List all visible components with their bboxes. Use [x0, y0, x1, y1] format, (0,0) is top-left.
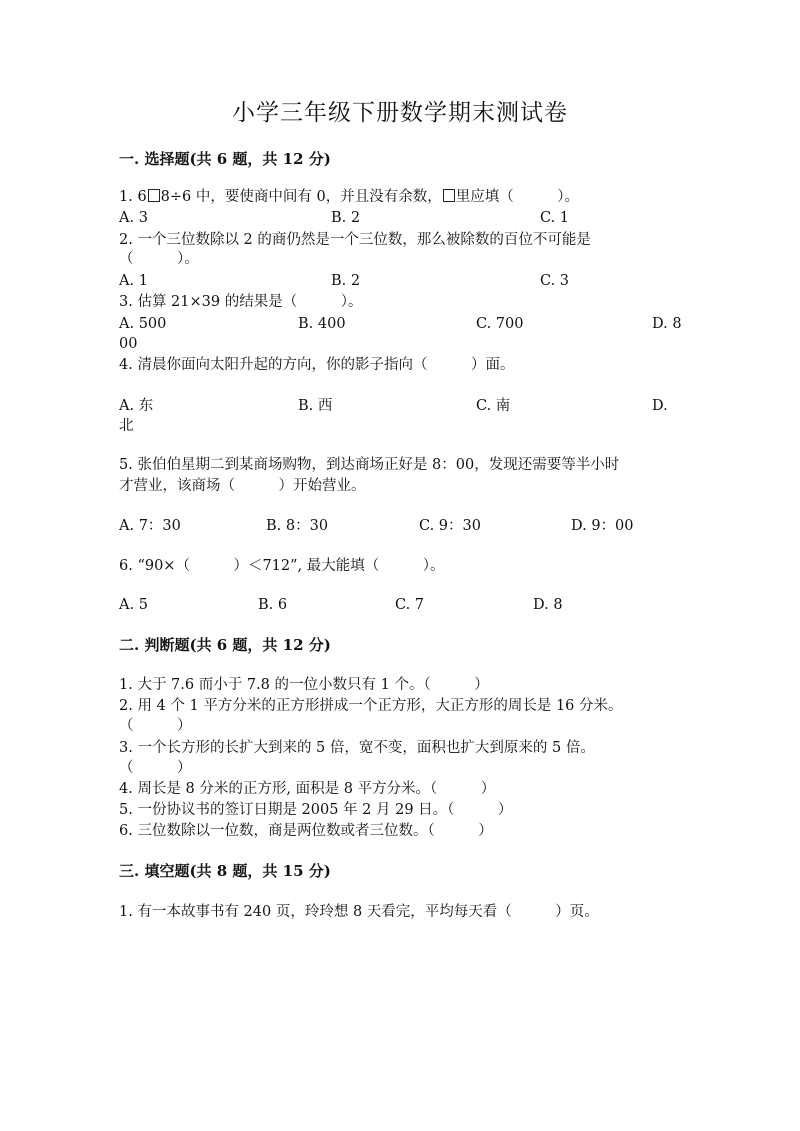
q6-option-b[interactable]: B. 6 [258, 597, 288, 613]
choice-question-5-line1: 5. 张伯伯星期二到某商场购物，到达商场正好是 8：00，发现还需要等半小时 [119, 457, 620, 473]
q1-middle: 8÷6 中，要使商中间有 0，并且没有余数， [160, 189, 442, 205]
section-heading-judge: 二. 判断题(共 6 题，共 12 分) [119, 636, 331, 654]
q5-option-b[interactable]: B. 8：30 [266, 518, 329, 534]
q3-option-b[interactable]: B. 400 [298, 316, 346, 332]
q1-option-c[interactable]: C. 1 [540, 210, 570, 226]
judge-question-3-line2: （ ） [119, 760, 192, 776]
q4-option-d[interactable]: D. [652, 398, 668, 414]
judge-question-2-line2: （ ） [119, 718, 192, 734]
judge-question-3-line1: 3. 一个长方形的长扩大到来的 5 倍，宽不变，面积也扩大到原来的 5 倍。 [119, 740, 595, 756]
judge-question-5: 5. 一份协议书的签订日期是 2005 年 2 月 29 日。（ ） [119, 802, 513, 818]
choice-question-1 [119, 186, 579, 208]
q3-option-d[interactable]: D. 8 [652, 316, 682, 332]
q3-option-d-wrap: 00 [119, 336, 138, 352]
section-heading-choice: 一. 选择题(共 6 题，共 12 分) [119, 150, 331, 168]
q4-option-d-wrap: 北 [119, 418, 134, 434]
q6-option-a[interactable]: A. 5 [119, 597, 148, 613]
q6-option-c[interactable]: C. 7 [395, 597, 425, 613]
section-heading-fill: 三. 填空题(共 8 题，共 15 分) [119, 862, 331, 880]
q5-option-d[interactable]: D. 9：00 [571, 518, 634, 534]
choice-question-2-line2: （ ）。 [119, 251, 199, 267]
q4-option-b[interactable]: B. 西 [298, 398, 333, 414]
choice-question-3: 3. 估算 21×39 的结果是（ ）。 [119, 294, 363, 310]
q1-prefix: 1. 6 [119, 189, 147, 205]
q6-option-d[interactable]: D. 8 [533, 597, 563, 613]
q1-suffix: 里应填（ ）。 [455, 189, 579, 205]
choice-question-5-line2: 才营业，该商场（ ）开始营业。 [119, 478, 366, 494]
q5-option-a[interactable]: A. 7：30 [119, 518, 181, 534]
blank-box-icon [443, 189, 455, 202]
q1-option-a[interactable]: A. 3 [119, 210, 148, 226]
judge-question-1: 1. 大于 7.6 而小于 7.8 的一位小数只有 1 个。（ ） [119, 677, 489, 693]
q2-option-b[interactable]: B. 2 [331, 273, 361, 289]
q3-option-c[interactable]: C. 700 [476, 316, 524, 332]
choice-question-6: 6. “90×（ ）＜712”, 最大能填（ ）。 [119, 558, 445, 574]
q4-option-a[interactable]: A. 东 [119, 398, 154, 414]
choice-question-2-line1: 2. 一个三位数除以 2 的商仍然是一个三位数，那么被除数的百位不可能是 [119, 232, 591, 248]
q2-option-a[interactable]: A. 1 [119, 273, 148, 289]
judge-question-6: 6. 三位数除以一位数，商是两位数或者三位数。（ ） [119, 823, 493, 839]
blank-box-icon [148, 189, 160, 202]
q4-option-c[interactable]: C. 南 [476, 398, 511, 414]
q3-option-a[interactable]: A. 500 [119, 316, 167, 332]
page-title: 小学三年级下册数学期末测试卷 [232, 100, 568, 126]
judge-question-4: 4. 周长是 8 分米的正方形, 面积是 8 平方分米。（ ） [119, 781, 496, 797]
fill-question-1: 1. 有一本故事书有 240 页，玲玲想 8 天看完，平均每天看（ ）页。 [119, 904, 599, 920]
q2-option-c[interactable]: C. 3 [540, 273, 570, 289]
q5-option-c[interactable]: C. 9：30 [419, 518, 481, 534]
choice-question-4: 4. 清晨你面向太阳升起的方向，你的影子指向（ ）面。 [119, 357, 515, 373]
judge-question-2-line1: 2. 用 4 个 1 平方分米的正方形拼成一个正方形，大正方形的周长是 16 分米。 [119, 698, 623, 714]
q1-option-b[interactable]: B. 2 [331, 210, 361, 226]
